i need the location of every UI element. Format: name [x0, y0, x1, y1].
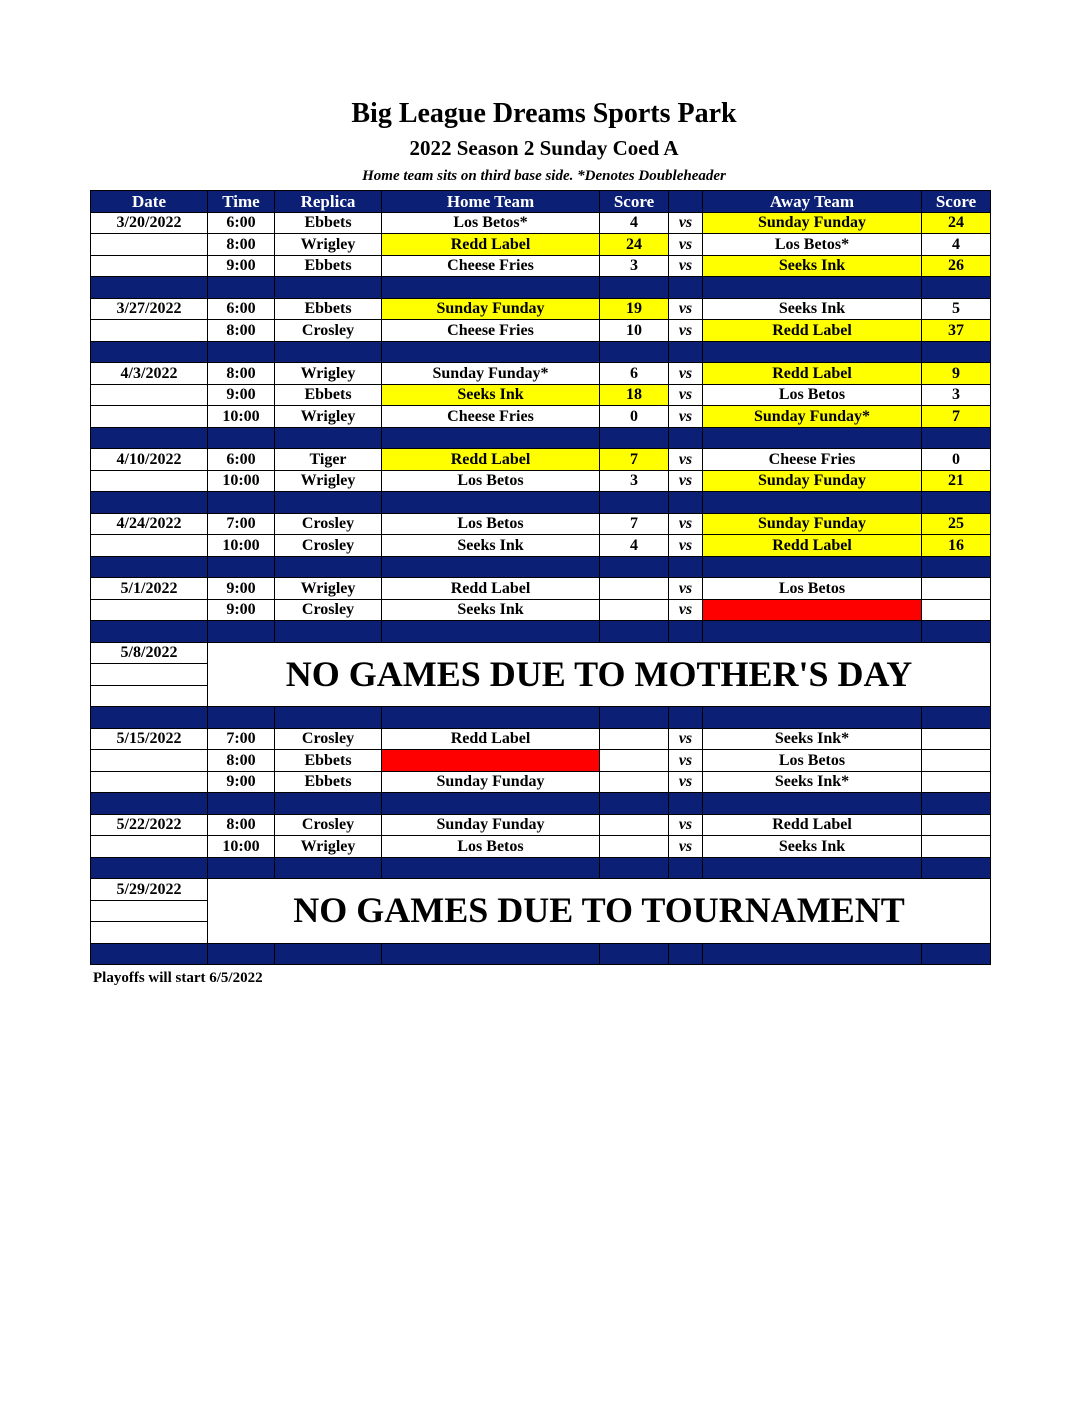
home-team: Sunday Funday — [382, 298, 600, 320]
separator-cell — [922, 943, 991, 965]
vs-label: vs — [669, 320, 703, 342]
home-score — [600, 836, 669, 858]
separator-cell — [208, 556, 275, 578]
separator-cell — [208, 793, 275, 815]
home-score: 19 — [600, 298, 669, 320]
col-away-score: Score — [922, 191, 991, 213]
week-date: 5/15/2022 — [91, 728, 208, 750]
home-team: Los Betos — [382, 836, 600, 858]
vs-label: vs — [669, 535, 703, 557]
separator-cell — [600, 427, 669, 449]
separator-cell — [669, 621, 703, 643]
separator-cell — [703, 427, 922, 449]
schedule-table — [90, 190, 991, 965]
game-field: Crosley — [275, 814, 382, 836]
vs-label: vs — [669, 234, 703, 256]
game-time: 8:00 — [208, 363, 275, 385]
game-row — [91, 599, 991, 621]
separator-cell — [669, 857, 703, 879]
home-score: 3 — [600, 470, 669, 492]
away-score: 26 — [922, 255, 991, 277]
page-subtitle: 2022 Season 2 Sunday Coed A — [409, 136, 679, 160]
separator-row — [91, 341, 991, 363]
separator-row — [91, 492, 991, 514]
away-score: 0 — [922, 449, 991, 471]
away-team: Los Betos — [703, 384, 922, 406]
separator-cell — [208, 492, 275, 514]
separator-cell — [382, 427, 600, 449]
home-team: Seeks Ink — [382, 384, 600, 406]
home-team: Cheese Fries — [382, 255, 600, 277]
away-team: Los Betos* — [703, 234, 922, 256]
home-team: Seeks Ink — [382, 535, 600, 557]
away-score: 16 — [922, 535, 991, 557]
vs-label: vs — [669, 384, 703, 406]
date-cell — [91, 320, 208, 342]
home-team: Seeks Ink — [382, 599, 600, 621]
week-date: 4/24/2022 — [91, 513, 208, 535]
home-score: 7 — [600, 449, 669, 471]
col-away-team: Away Team — [703, 191, 922, 213]
separator-cell — [91, 277, 208, 299]
separator-cell — [600, 556, 669, 578]
away-team: Redd Label — [703, 320, 922, 342]
game-row — [91, 814, 991, 836]
separator-cell — [922, 793, 991, 815]
separator-cell — [703, 857, 922, 879]
game-row — [91, 449, 991, 471]
game-row — [91, 535, 991, 557]
home-team: Los Betos* — [382, 212, 600, 234]
game-field: Crosley — [275, 320, 382, 342]
page-title: Big League Dreams Sports Park — [351, 98, 737, 129]
home-score: 3 — [600, 255, 669, 277]
game-field: Crosley — [275, 599, 382, 621]
home-team: Cheese Fries — [382, 320, 600, 342]
date-cell — [91, 599, 208, 621]
game-field: Ebbets — [275, 212, 382, 234]
away-score: 24 — [922, 212, 991, 234]
game-field: Wrigley — [275, 234, 382, 256]
game-field: Wrigley — [275, 406, 382, 428]
vs-label: vs — [669, 771, 703, 793]
separator-cell — [275, 492, 382, 514]
separator-cell — [703, 793, 922, 815]
away-team: Sunday Funday — [703, 513, 922, 535]
away-team: Sunday Funday — [703, 470, 922, 492]
away-score — [922, 771, 991, 793]
week-date: 5/1/2022 — [91, 578, 208, 600]
separator-cell — [703, 621, 922, 643]
game-row — [91, 470, 991, 492]
away-team: Cheese Fries — [703, 449, 922, 471]
separator-cell — [91, 707, 208, 729]
date-cell — [91, 535, 208, 557]
game-field: Ebbets — [275, 384, 382, 406]
separator-cell — [275, 857, 382, 879]
separator-cell — [600, 943, 669, 965]
separator-cell — [669, 341, 703, 363]
col-date: Date — [91, 191, 208, 213]
date-cell — [91, 234, 208, 256]
week-date: 5/22/2022 — [91, 814, 208, 836]
separator-row — [91, 556, 991, 578]
home-score: 24 — [600, 234, 669, 256]
game-field: Ebbets — [275, 771, 382, 793]
away-score — [922, 836, 991, 858]
home-score — [600, 814, 669, 836]
separator-cell — [669, 556, 703, 578]
game-row — [91, 771, 991, 793]
separator-cell — [669, 707, 703, 729]
separator-cell — [208, 341, 275, 363]
away-score — [922, 578, 991, 600]
separator-cell — [382, 707, 600, 729]
home-score: 0 — [600, 406, 669, 428]
game-time: 10:00 — [208, 836, 275, 858]
no-games-notice: NO GAMES DUE TO TOURNAMENT — [208, 879, 991, 944]
game-field: Crosley — [275, 728, 382, 750]
week-date: 4/10/2022 — [91, 449, 208, 471]
away-team: Sunday Funday — [703, 212, 922, 234]
col-time: Time — [208, 191, 275, 213]
away-team: Sunday Funday* — [703, 406, 922, 428]
home-team: Redd Label — [382, 234, 600, 256]
separator-cell — [382, 492, 600, 514]
date-cell — [91, 384, 208, 406]
separator-cell — [91, 857, 208, 879]
away-team: Los Betos — [703, 750, 922, 772]
game-row — [91, 255, 991, 277]
separator-cell — [275, 621, 382, 643]
separator-cell — [275, 427, 382, 449]
separator-cell — [600, 621, 669, 643]
col-home-team: Home Team — [382, 191, 600, 213]
away-score — [922, 728, 991, 750]
away-team: Seeks Ink — [703, 298, 922, 320]
separator-cell — [275, 943, 382, 965]
separator-cell — [382, 857, 600, 879]
separator-cell — [275, 707, 382, 729]
date-cell — [91, 836, 208, 858]
game-field: Wrigley — [275, 578, 382, 600]
separator-cell — [275, 277, 382, 299]
separator-cell — [669, 277, 703, 299]
away-team: Seeks Ink — [703, 836, 922, 858]
home-team: Los Betos — [382, 513, 600, 535]
home-score: 6 — [600, 363, 669, 385]
separator-cell — [703, 943, 922, 965]
vs-label: vs — [669, 363, 703, 385]
game-row — [91, 728, 991, 750]
date-cell — [91, 771, 208, 793]
week-date: 3/20/2022 — [91, 212, 208, 234]
separator-cell — [922, 621, 991, 643]
separator-cell — [91, 492, 208, 514]
separator-cell — [703, 556, 922, 578]
away-team: Redd Label — [703, 535, 922, 557]
game-time: 6:00 — [208, 449, 275, 471]
separator-cell — [600, 492, 669, 514]
separator-cell — [922, 277, 991, 299]
separator-cell — [382, 341, 600, 363]
home-score: 10 — [600, 320, 669, 342]
separator-cell — [382, 277, 600, 299]
date-cell — [91, 470, 208, 492]
home-score: 7 — [600, 513, 669, 535]
game-row — [91, 363, 991, 385]
game-field: Ebbets — [275, 255, 382, 277]
away-score: 37 — [922, 320, 991, 342]
away-team: Seeks Ink* — [703, 728, 922, 750]
separator-cell — [208, 277, 275, 299]
home-score — [600, 750, 669, 772]
date-cell — [91, 922, 208, 944]
game-time: 8:00 — [208, 750, 275, 772]
home-team: Cheese Fries — [382, 406, 600, 428]
away-score: 25 — [922, 513, 991, 535]
game-field: Wrigley — [275, 363, 382, 385]
vs-label: vs — [669, 814, 703, 836]
separator-row — [91, 943, 991, 965]
home-score — [600, 728, 669, 750]
separator-cell — [669, 427, 703, 449]
separator-cell — [669, 943, 703, 965]
separator-row — [91, 707, 991, 729]
home-team: Redd Label — [382, 728, 600, 750]
home-score — [600, 599, 669, 621]
no-games-row — [91, 642, 991, 664]
vs-label: vs — [669, 470, 703, 492]
separator-cell — [703, 492, 922, 514]
away-team: Redd Label — [703, 814, 922, 836]
game-row — [91, 406, 991, 428]
game-time: 9:00 — [208, 255, 275, 277]
away-score: 7 — [922, 406, 991, 428]
game-time: 10:00 — [208, 406, 275, 428]
game-time: 7:00 — [208, 728, 275, 750]
home-score — [600, 771, 669, 793]
game-time: 7:00 — [208, 513, 275, 535]
game-time: 8:00 — [208, 814, 275, 836]
vs-label: vs — [669, 406, 703, 428]
separator-cell — [600, 277, 669, 299]
game-field: Wrigley — [275, 836, 382, 858]
game-row — [91, 320, 991, 342]
date-cell — [91, 664, 208, 686]
away-score — [922, 814, 991, 836]
date-cell — [91, 900, 208, 922]
week-date: 5/8/2022 — [91, 642, 208, 664]
home-score: 18 — [600, 384, 669, 406]
separator-row — [91, 857, 991, 879]
col-replica: Replica — [275, 191, 382, 213]
week-date: 4/3/2022 — [91, 363, 208, 385]
vs-label: vs — [669, 255, 703, 277]
week-date: 3/27/2022 — [91, 298, 208, 320]
game-field: Ebbets — [275, 298, 382, 320]
away-score: 5 — [922, 298, 991, 320]
separator-cell — [91, 427, 208, 449]
game-time: 10:00 — [208, 535, 275, 557]
separator-cell — [208, 857, 275, 879]
home-team — [382, 750, 600, 772]
vs-label: vs — [669, 578, 703, 600]
away-score: 4 — [922, 234, 991, 256]
game-row — [91, 836, 991, 858]
separator-cell — [703, 341, 922, 363]
home-team: Sunday Funday — [382, 814, 600, 836]
home-team: Redd Label — [382, 449, 600, 471]
away-score: 9 — [922, 363, 991, 385]
separator-cell — [91, 556, 208, 578]
game-time: 6:00 — [208, 212, 275, 234]
home-team: Redd Label — [382, 578, 600, 600]
game-field: Crosley — [275, 513, 382, 535]
date-cell — [91, 685, 208, 707]
separator-cell — [600, 793, 669, 815]
game-field: Wrigley — [275, 470, 382, 492]
vs-label: vs — [669, 298, 703, 320]
away-score: 3 — [922, 384, 991, 406]
col-vs — [669, 191, 703, 213]
game-row — [91, 750, 991, 772]
away-score: 21 — [922, 470, 991, 492]
header-row — [91, 191, 991, 213]
home-score: 4 — [600, 535, 669, 557]
game-row — [91, 298, 991, 320]
separator-cell — [600, 707, 669, 729]
separator-cell — [91, 341, 208, 363]
away-team: Redd Label — [703, 363, 922, 385]
game-time: 8:00 — [208, 320, 275, 342]
separator-row — [91, 427, 991, 449]
away-team: Seeks Ink — [703, 255, 922, 277]
vs-label: vs — [669, 599, 703, 621]
vs-label: vs — [669, 728, 703, 750]
away-score — [922, 750, 991, 772]
separator-cell — [208, 427, 275, 449]
separator-cell — [922, 707, 991, 729]
separator-cell — [669, 492, 703, 514]
game-time: 9:00 — [208, 771, 275, 793]
separator-cell — [208, 943, 275, 965]
separator-cell — [600, 857, 669, 879]
schedule-note: Home team sits on third base side. *Denotes Doubleheader — [362, 168, 726, 184]
separator-cell — [208, 707, 275, 729]
vs-label: vs — [669, 212, 703, 234]
separator-cell — [922, 492, 991, 514]
vs-label: vs — [669, 750, 703, 772]
separator-cell — [922, 341, 991, 363]
away-team: Seeks Ink* — [703, 771, 922, 793]
game-field: Ebbets — [275, 750, 382, 772]
separator-cell — [275, 793, 382, 815]
separator-cell — [208, 621, 275, 643]
separator-row — [91, 621, 991, 643]
game-time: 6:00 — [208, 298, 275, 320]
home-team: Los Betos — [382, 470, 600, 492]
week-date: 5/29/2022 — [91, 879, 208, 901]
game-time: 9:00 — [208, 578, 275, 600]
separator-cell — [703, 277, 922, 299]
separator-cell — [600, 341, 669, 363]
separator-cell — [91, 621, 208, 643]
vs-label: vs — [669, 449, 703, 471]
separator-cell — [275, 556, 382, 578]
game-field: Tiger — [275, 449, 382, 471]
no-games-notice: NO GAMES DUE TO MOTHER'S DAY — [208, 642, 991, 707]
separator-cell — [275, 341, 382, 363]
game-time: 9:00 — [208, 599, 275, 621]
game-row — [91, 234, 991, 256]
game-row — [91, 578, 991, 600]
separator-cell — [91, 943, 208, 965]
separator-cell — [922, 857, 991, 879]
game-row — [91, 384, 991, 406]
game-field: Crosley — [275, 535, 382, 557]
separator-row — [91, 793, 991, 815]
vs-label: vs — [669, 513, 703, 535]
separator-cell — [669, 793, 703, 815]
playoffs-note: Playoffs will start 6/5/2022 — [93, 970, 263, 986]
separator-cell — [382, 793, 600, 815]
date-cell — [91, 255, 208, 277]
col-home-score: Score — [600, 191, 669, 213]
separator-cell — [703, 707, 922, 729]
no-games-row — [91, 879, 991, 901]
separator-row — [91, 277, 991, 299]
separator-cell — [382, 556, 600, 578]
date-cell — [91, 406, 208, 428]
away-score — [922, 599, 991, 621]
separator-cell — [382, 943, 600, 965]
home-score — [600, 578, 669, 600]
game-time: 8:00 — [208, 234, 275, 256]
game-row — [91, 513, 991, 535]
game-time: 10:00 — [208, 470, 275, 492]
separator-cell — [91, 793, 208, 815]
separator-cell — [922, 556, 991, 578]
away-team: Los Betos — [703, 578, 922, 600]
game-row — [91, 212, 991, 234]
separator-cell — [922, 427, 991, 449]
game-time: 9:00 — [208, 384, 275, 406]
home-score: 4 — [600, 212, 669, 234]
away-team — [703, 599, 922, 621]
vs-label: vs — [669, 836, 703, 858]
separator-cell — [382, 621, 600, 643]
home-team: Sunday Funday* — [382, 363, 600, 385]
home-team: Sunday Funday — [382, 771, 600, 793]
date-cell — [91, 750, 208, 772]
